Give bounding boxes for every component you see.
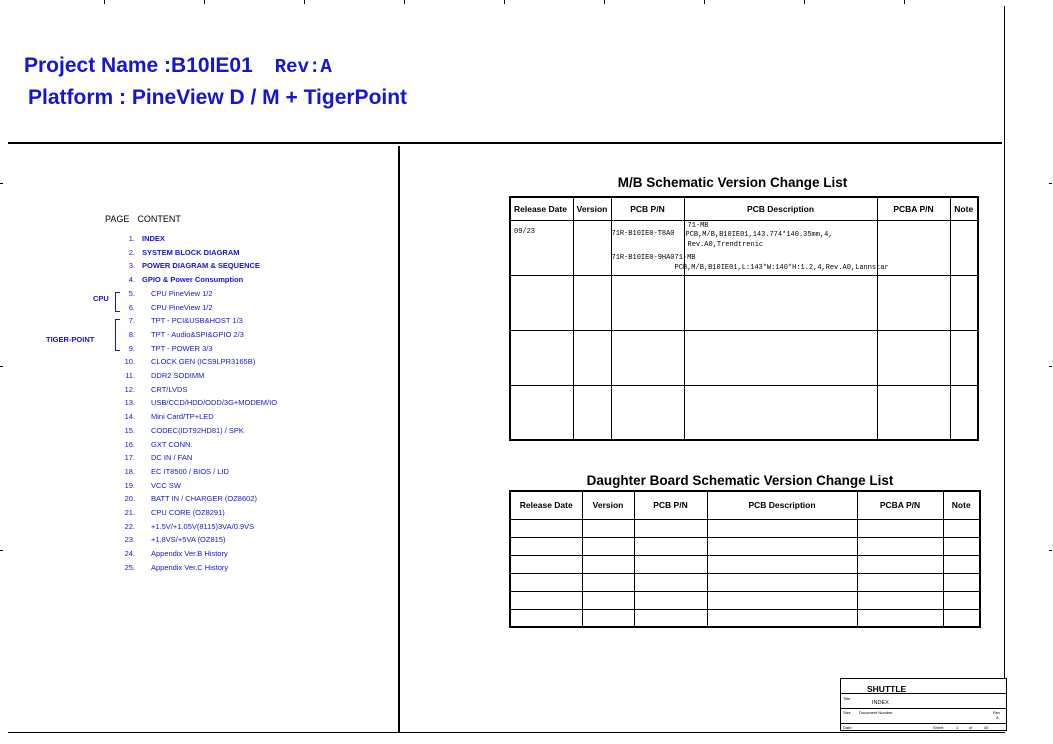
rev-field-value: A	[996, 715, 999, 720]
project-name	[24, 54, 332, 78]
toc-item-number: 7.	[128, 316, 135, 326]
table-row	[510, 555, 980, 573]
sheet-number: 1	[956, 725, 959, 730]
column-divider	[398, 146, 400, 732]
frame-tick	[904, 0, 905, 4]
pcb-pn-value-1: 71R-B10IE0-T8A0	[611, 229, 675, 238]
cpu-group-label: CPU	[93, 294, 109, 303]
toc-item-number: 1.	[128, 234, 135, 243]
title-block-divider	[841, 708, 1006, 709]
cell-pcb-pn	[611, 220, 684, 275]
frame-tick	[404, 0, 405, 4]
col-header-pcb-description: PCB Description	[684, 197, 877, 220]
toc-item-label: GXT CONN.	[151, 439, 193, 449]
company-name: SHUTTLE	[867, 684, 907, 694]
toc-item-label: VCC SW	[151, 480, 181, 490]
toc-item-label: CPU PineView 1/2	[151, 288, 213, 298]
frame-tick	[104, 0, 105, 4]
toc-item-number: 14.	[124, 412, 135, 422]
pcb-pn-value-2: 71R-B10IE0-9HA0	[611, 253, 675, 262]
toc-item-number: 23.	[124, 535, 135, 545]
toc-item-label: Appendix Ver.C History	[151, 562, 229, 572]
toc-item-number: 12.	[124, 384, 135, 394]
toc-item-label: +1.8VS/+5VA (OZ815)	[151, 535, 226, 545]
sheet-field-label: Sheet	[933, 725, 944, 730]
frame-tick	[704, 0, 705, 4]
toc-content-heading: CONTENT	[137, 214, 181, 224]
table-header-row	[510, 491, 980, 519]
col-header-version: Version	[573, 197, 611, 220]
toc-item-number: 25.	[124, 562, 135, 572]
toc-item-number: 18.	[124, 466, 135, 476]
toc-item-label: SYSTEM BLOCK DIAGRAM	[142, 247, 240, 257]
toc-header	[105, 214, 181, 224]
toc-item-label: CLOCK GEN (ICS9LPR3165B)	[151, 357, 256, 367]
toc-item-label: POWER DIAGRAM & SEQUENCE	[142, 261, 260, 271]
project-name-label: Project Name :B10IE01	[24, 54, 253, 77]
toc-item-number: 21.	[124, 508, 135, 517]
toc-item-label: Appendix Ver.B History	[151, 549, 228, 559]
toc-item-number: 9.	[128, 343, 135, 353]
col-header-note: Note	[950, 197, 978, 220]
toc-item-number: 17.	[124, 453, 135, 463]
toc-item-number: 16.	[124, 439, 135, 449]
frame-tick	[204, 0, 205, 4]
size-field-label: Size	[843, 710, 851, 715]
toc-item-number: 20.	[124, 494, 135, 504]
release-date-value: 09/23	[514, 227, 536, 236]
toc-item-label: EC IT8500 / BIOS / LID	[151, 466, 229, 476]
table-row	[510, 609, 980, 627]
cell-note	[950, 220, 978, 275]
toc-item-number: 5.	[128, 288, 135, 298]
header-divider	[8, 142, 1002, 144]
tiger-point-group-label: TIGER-POINT	[46, 335, 95, 344]
toc-item-number: 3.	[128, 261, 135, 271]
db-table-title: Daughter Board Schematic Version Change List	[586, 473, 894, 488]
col-header-pcb-pn: PCB P/N	[634, 491, 707, 519]
frame-tick	[0, 183, 3, 184]
toc-item-number: 8.	[128, 329, 135, 339]
pcb-desc-line-2: PCB,M/B,B10IE01,143.774*140.35mm,4,	[685, 230, 833, 239]
col-header-pcba-pn: PCBA P/N	[857, 491, 943, 519]
frame-bottom-border	[8, 732, 1005, 733]
toc-item-number: 24.	[124, 549, 135, 559]
table-row	[510, 573, 980, 591]
db-change-table	[509, 490, 981, 628]
mb-table-title: M/B Schematic Version Change List	[617, 175, 848, 190]
title-block	[840, 678, 1007, 731]
toc-item-label: GPIO & Power Consumption	[142, 275, 244, 285]
table-row	[510, 220, 978, 275]
col-header-release-date: Release Date	[510, 197, 573, 220]
title-block-divider	[841, 693, 1006, 694]
toc-item-label: CPU PineView 1/2	[151, 302, 213, 312]
mb-change-table	[509, 196, 979, 441]
frame-tick	[604, 0, 605, 4]
frame-tick	[0, 366, 3, 367]
revision-label: Rev:A	[274, 56, 332, 78]
toc-item-number: 6.	[128, 302, 135, 312]
document-number-label: Document Number	[859, 710, 893, 715]
table-header-row	[510, 197, 978, 220]
col-header-version: Version	[582, 491, 634, 519]
toc-item-label: DC IN / FAN	[151, 453, 193, 463]
frame-tick	[304, 0, 305, 4]
toc-item-number: 19.	[124, 480, 135, 490]
cell-pcb-description	[674, 220, 889, 275]
rev-field-label: Rev	[993, 710, 1001, 715]
toc-item-label: TPT - POWER 3/3	[151, 343, 213, 353]
toc-item-label: CRT/LVDS	[151, 384, 188, 394]
toc-item-number: 11.	[125, 371, 135, 380]
pcb-desc-line-1: 71-MB	[687, 221, 709, 230]
toc-item-label: CODEC(IDT92HD81) / SPK	[151, 425, 244, 435]
toc-item-number: 22.	[124, 521, 135, 531]
platform-label: Platform : PineView D / M + TigerPoint	[28, 86, 408, 109]
table-row	[510, 591, 980, 609]
table-row	[510, 537, 980, 555]
toc-item-label: BATT IN / CHARGER (OZ8602)	[151, 494, 257, 504]
document-title: INDEX	[872, 700, 889, 706]
toc-item-number: 15.	[124, 425, 135, 435]
toc-item-label: DDR2 SODIMM	[151, 371, 205, 380]
pcb-desc-line-3: Rev.A0,Trendtrenic	[687, 240, 764, 249]
frame-tick	[1049, 183, 1052, 184]
toc-item-label: +1.5V/+1.05V(8115)3VA/0.9VS	[151, 521, 255, 531]
frame-tick	[0, 550, 3, 551]
date-field-label: Date:	[843, 725, 853, 730]
pcb-desc-line-4: 71-MB PCB,M/B,B10IE01,L:143*W:140*H:1.2,4,Rev.A0,Lannstar	[674, 253, 889, 272]
frame-tick	[1049, 550, 1052, 551]
toc-page-heading: PAGE	[105, 214, 130, 224]
title-field-label: Title	[843, 696, 851, 701]
col-header-pcb-description: PCB Description	[707, 491, 857, 519]
cell-version	[573, 220, 611, 275]
toc-item-number: 2.	[128, 247, 135, 257]
table-row	[510, 385, 978, 440]
col-header-pcb-pn: PCB P/N	[611, 197, 684, 220]
table-row	[510, 330, 978, 385]
toc-item-label: TPT - PCI&USB&HOST 1/3	[151, 316, 243, 326]
col-header-note: Note	[943, 491, 980, 519]
frame-tick	[1049, 366, 1052, 367]
sheet-total: 30	[984, 725, 989, 730]
table-row	[510, 519, 980, 537]
sheet-of-label: of	[969, 725, 973, 730]
toc-item-label: INDEX	[142, 234, 165, 243]
toc-item-number: 13.	[124, 398, 135, 408]
col-header-pcba-pn: PCBA P/N	[877, 197, 950, 220]
toc-item-label: USB/CCD/HDD/ODD/3G+MODEM/IO	[151, 398, 278, 408]
cell-release-date	[510, 220, 573, 275]
title-block-divider	[841, 723, 1006, 724]
frame-tick	[804, 0, 805, 4]
toc-item-label: Mini Card/TP+LED	[151, 412, 214, 422]
toc-item-number: 10.	[124, 357, 135, 367]
frame-right-border	[1004, 6, 1005, 678]
frame-tick	[504, 0, 505, 4]
toc-item-label: CPU CORE (OZ8291)	[151, 508, 225, 517]
toc-item-label: TPT - Audio&SPI&GPIO 2/3	[151, 329, 244, 339]
toc-item-number: 4.	[128, 275, 135, 285]
table-row	[510, 275, 978, 330]
col-header-release-date: Release Date	[510, 491, 582, 519]
